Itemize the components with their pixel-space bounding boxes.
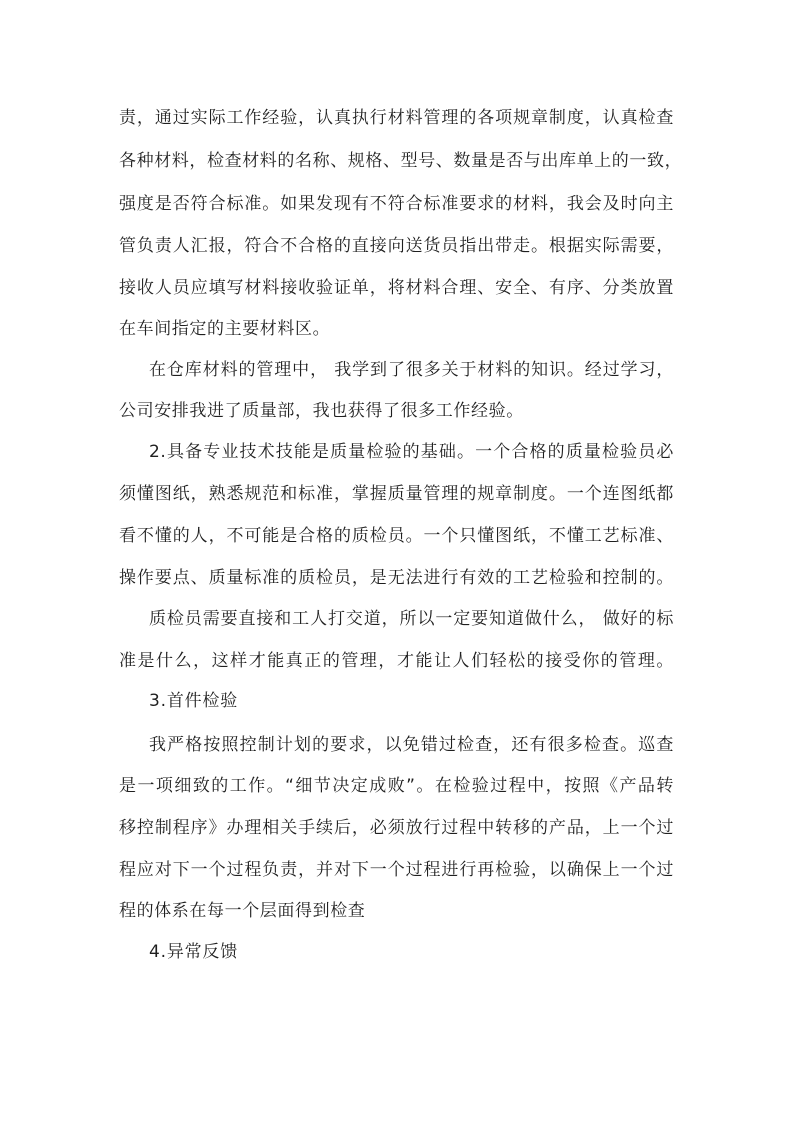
text-line: 看不懂的人，不可能是合格的质检员。一个只懂图纸，不懂工艺标准、 bbox=[119, 526, 674, 546]
paragraph-first-line: 2.具备专业技术技能是质量检验的基础。一个合格的质量检验员必 bbox=[149, 442, 674, 462]
text-line: 准是什么，这样才能真正的管理，才能让人们轻松的接受你的管理。 bbox=[119, 651, 674, 671]
text-line: 接收人员应填写材料接收验证单，将材料合理、安全、有序、分类放置 bbox=[119, 278, 674, 298]
text-line: 公司安排我进了质量部，我也获得了很多工作经验。 bbox=[119, 401, 524, 421]
section-heading: 3.首件检验 bbox=[149, 691, 239, 711]
paragraph-first-line: 质检员需要直接和工人打交道，所以一定要知道做什么， 做好的标 bbox=[149, 609, 674, 629]
paragraph-first-line: 在仓库材料的管理中， 我学到了很多关于材料的知识。经过学习， bbox=[149, 360, 674, 380]
text-line: 在车间指定的主要材料区。 bbox=[119, 319, 331, 339]
text-line: 强度是否符合标准。如果发现有不符合标准要求的材料，我会及时向主 bbox=[119, 194, 674, 214]
text-line: 须懂图纸，熟悉规范和标准，掌握质量管理的规章制度。一个连图纸都 bbox=[119, 484, 674, 504]
text-line: 程的体系在每一个层面得到检查 bbox=[119, 901, 366, 921]
text-line: 移控制程序》办理相关手续后，必须放行过程中转移的产品，上一个过 bbox=[119, 818, 674, 838]
text-line: 责，通过实际工作经验，认真执行材料管理的各项规章制度，认真检查 bbox=[119, 108, 674, 128]
paragraph-first-line: 我严格按照控制计划的要求，以免错过检查，还有很多检查。巡查 bbox=[149, 735, 674, 755]
text-line: 管负责人汇报，符合不合格的直接向送货员指出带走。根据实际需要， bbox=[119, 236, 674, 256]
text-line: 程应对下一个过程负责，并对下一个过程进行再检验，以确保上一个过 bbox=[119, 860, 674, 880]
text-line: 是一项细致的工作。“细节决定成败”。在检验过程中，按照《产品转 bbox=[119, 776, 674, 796]
text-line: 各种材料，检查材料的名称、规格、型号、数量是否与出库单上的一致， bbox=[119, 151, 683, 171]
text-line: 操作要点、质量标准的质检员，是无法进行有效的工艺检验和控制的。 bbox=[119, 568, 674, 588]
section-heading: 4.异常反馈 bbox=[149, 942, 239, 962]
